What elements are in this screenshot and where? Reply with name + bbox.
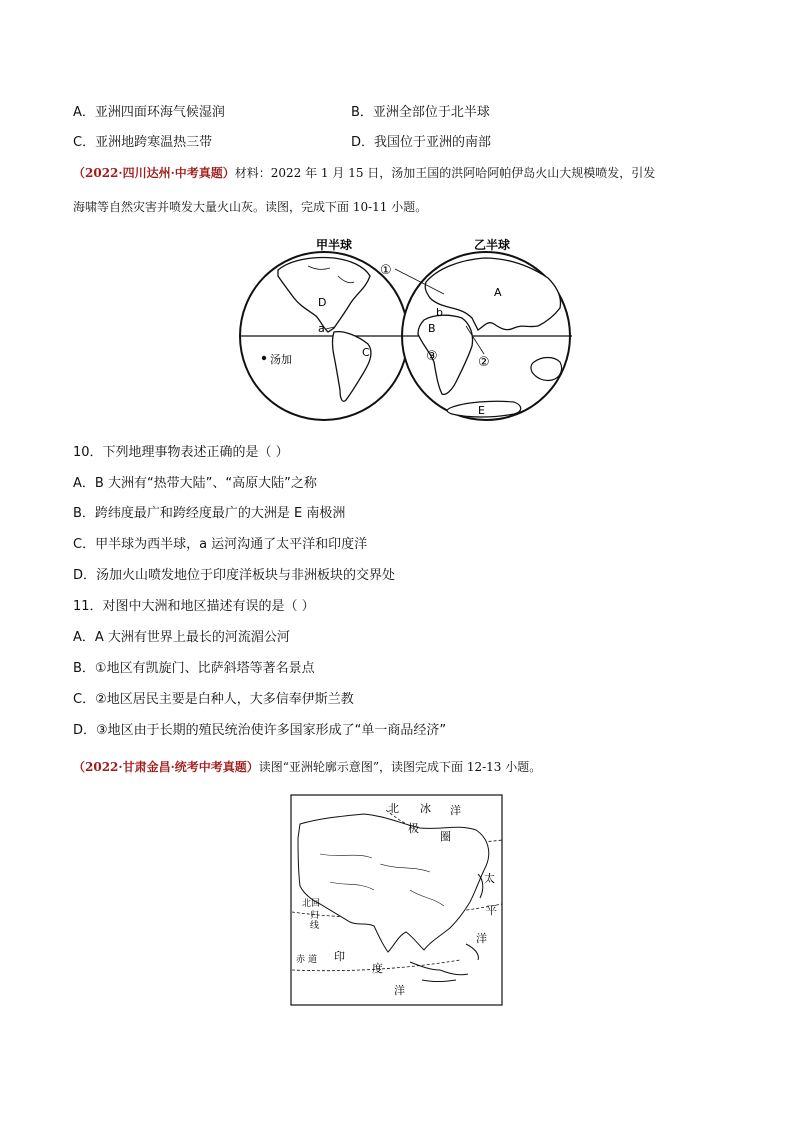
passage1-text-2: 海啸等自然灾害并喷发大量火山灰。读图，完成下面 10-11 小题。 [73,200,428,214]
label-tai: 太 [484,872,495,885]
q11-option-c: C．②地区居民主要是白种人，大多信奉伊斯兰教 [73,692,354,707]
label-gui: 归 [310,911,320,921]
asia-outline-map [290,794,503,1006]
map-left-title: 甲半球 [316,238,353,252]
label-big-b: B [428,322,436,335]
passage2-line [73,758,541,776]
label-big-a: A [494,286,502,299]
q10-option-c: C．甲半球为西半球，a 运河沟通了太平洋和印度洋 [73,537,368,552]
label-small-b: b [436,306,443,319]
label-du: 度 [372,962,383,975]
tonga-dot [262,356,266,360]
q11-option-b: B．①地区有凯旋门、比萨斜塔等著名景点 [73,661,315,676]
passage2-source: （2022·甘肃金昌·统考中考真题） [73,760,259,774]
label-e: E [478,404,485,417]
q11-option-d: D．③地区由于长期的殖民统治使许多国家形成了“单一商品经济” [73,723,447,738]
q9-option-b: B．亚洲全部位于北半球 [351,105,490,120]
q10-option-d: D．汤加火山喷发地位于印度洋板块与非洲板块的交界处 [73,568,396,583]
map-right-title: 乙半球 [474,238,511,252]
label-quan: 圈 [440,830,451,843]
q10-option-b: B．跨纬度最广和跨经度最广的大洲是 E 南极洲 [73,506,346,521]
q9-option-d: D．我国位于亚洲的南部 [351,135,492,150]
passage1-text-1: 材料：2022 年 1 月 15 日，汤加王国的洪阿哈阿帕伊岛火山大规模喷发，引发 [234,166,656,180]
label-chi: 赤 [296,955,306,965]
label-yin: 印 [334,950,345,963]
passage1-line1 [73,164,655,182]
marker-1: ① [380,263,392,278]
label-bing: 冰 [420,802,431,815]
label-beihui: 北回 [302,899,321,909]
q11-option-a: A．A 大洲有世界上最长的河流湄公河 [73,630,290,645]
label-ji: 极 [408,822,419,835]
label-yang-right: 洋 [476,932,487,945]
label-yang-bottom: 洋 [394,984,405,997]
q9-option-c: C．亚洲地跨寒温热三带 [73,135,213,150]
q10-option-a: A．B 大洲有“热带大陆”、“高原大陆”之称 [73,476,317,491]
label-yang-top: 洋 [450,804,461,817]
label-bei: 北 [388,802,399,815]
hemisphere-map [238,236,574,426]
passage1-source: （2022·四川达州·中考真题） [73,166,235,180]
marker-2: ② [478,355,490,370]
label-tonga: 汤加 [270,353,292,366]
q10-stem: 10．下列地理事物表述正确的是（ ） [73,445,289,460]
label-canal-a: a [318,322,325,335]
label-d: D [318,296,327,309]
label-ping: 平 [486,904,497,917]
passage2-text: 读图“亚洲轮廓示意图”，读图完成下面 12-13 小题。 [258,760,542,774]
label-dao: 道 [308,955,318,965]
label-c: C [362,346,370,359]
q9-option-a: A．亚洲四面环海气候湿润 [73,105,225,120]
marker-3: ③ [426,349,438,364]
label-xian: 线 [310,921,320,931]
q11-stem: 11．对图中大洲和地区描述有误的是（ ） [73,599,315,614]
